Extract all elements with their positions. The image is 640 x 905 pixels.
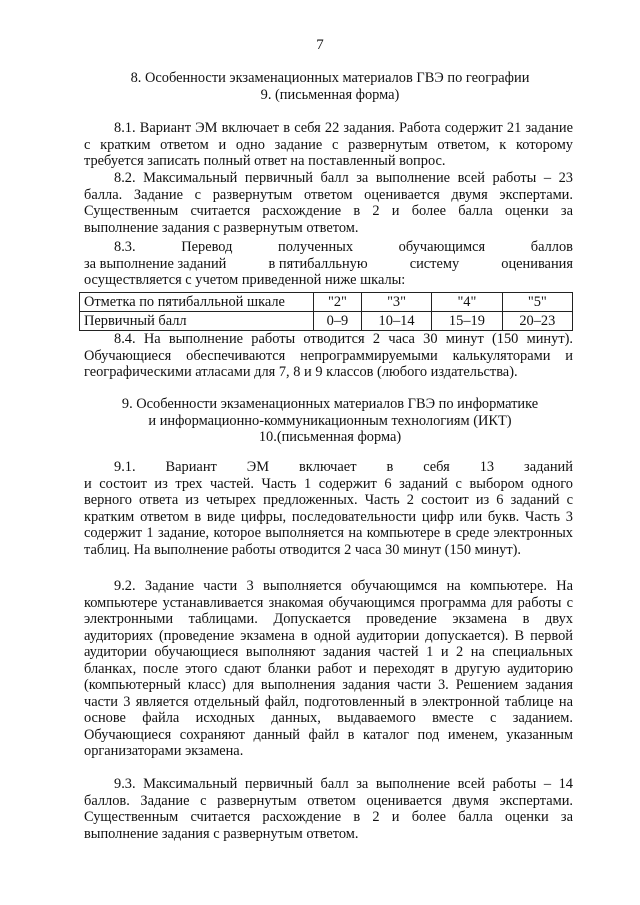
table-cell: "3" bbox=[361, 293, 431, 312]
paragraph-8-1: 8.1. Вариант ЭМ включает в себя 22 задания. Работа содержит 21 задание с кратким ответом и одно задание с развернутым ответом, к которому требуется записать полный ответ на поставленный вопрос. bbox=[84, 120, 573, 169]
section8-title bbox=[80, 70, 580, 103]
paragraph-8-2: 8.2. Максимальный первичный балл за выполнение всей работы – 23 балла. Задание с развернутым ответом оценивается двумя экспертами. Существенным считается расхождение в 2 и более балла оценки за выполнение задания с развернутым ответом. bbox=[84, 170, 573, 236]
paragraph-8-3 bbox=[84, 239, 573, 289]
section9-title bbox=[80, 396, 580, 446]
section9-title-line1: 9. Особенности экзаменационных материалов ГВЭ по информатике bbox=[121, 396, 539, 412]
paragraph-8-3-line3: осуществляется с учетом приведенной ниже шкалы: bbox=[84, 272, 406, 288]
paragraph-9-1-line1: 9.1. Вариант ЭМ включает в себя 13 заданий bbox=[114, 459, 573, 475]
table-cell: "2" bbox=[314, 293, 362, 312]
paragraph-8-4: 8.4. На выполнение работы отводится 2 часа 30 минут (150 минут). Обучающиеся обеспечиваются непрограммируемыми калькуляторами и географическими атласами для 7, 8 и 9 классов (любого издательства). bbox=[84, 331, 573, 380]
paragraph-8-3-line1: 8.3. Перевод полученных обучающимся баллов bbox=[114, 239, 573, 255]
section8-title-line2: 9. (письменная форма) bbox=[260, 86, 400, 103]
table-row bbox=[80, 312, 573, 331]
grading-scale-table bbox=[79, 292, 573, 331]
page-number: 7 bbox=[316, 37, 324, 53]
paragraph-9-1 bbox=[84, 459, 573, 558]
table-cell: 15–19 bbox=[432, 312, 502, 331]
table-cell: Отметка по пятибалльной шкале bbox=[80, 293, 314, 312]
paragraph-9-1-body: и состоит из трех частей. Часть 1 содержит 6 заданий с выбором одного верного ответа из четырех предложенных. Часть 2 состоит из 6 заданий с кратким ответом в виде цифры, последовательности цифр или букв. Часть 3 содержит 1 задание, которое выполняется на компьютере в среде электронных таблиц. На выполнение работы отводится 2 часа 30 минут (150 минут). bbox=[84, 475, 573, 558]
table-cell: 0–9 bbox=[314, 312, 362, 331]
paragraph-9-2: 9.2. Задание части 3 выполняется обучающимся на компьютере. На компьютере устанавливается знакомая обучающимся программа для работы с электронными таблицами. Допускается проведение экзамена в двух аудиториях (проведение экзамена в одной аудитории допускается). В первой аудитории обучающиеся выполняют задания частей 1 и 2 на специальных бланках, после этого сдают бланки работ и переходят в другую аудиторию (компьютерный класс) для выполнения задания части 3. Решением задания части 3 является отдельный файл, подготовленный в электронной таблице на основе файла исходных данных, выдаваемого вместе с заданием. Обучающиеся сохраняют данный файл в каталог под именем, указанным организаторами экзамена. bbox=[84, 578, 573, 759]
table-cell: 20–23 bbox=[502, 312, 572, 331]
table-cell: 10–14 bbox=[361, 312, 431, 331]
section9-title-line3: 10.(письменная форма) bbox=[258, 429, 402, 445]
paragraph-9-3: 9.3. Максимальный первичный балл за выполнение всей работы – 14 баллов. Задание с развернутым ответом оценивается двумя экспертами. Существенным считается расхождение в 2 и более балла оценки за выполнение задания с развернутым ответом. bbox=[84, 776, 573, 842]
section8-title-line1: 8. Особенности экзаменационных материалов ГВЭ по географии bbox=[130, 70, 530, 86]
paragraph-8-3-line2: за выполнение заданий в пятибалльную систему оценивания bbox=[84, 255, 573, 272]
section9-title-line2: и информационно-коммуникационным технологиям (ИКТ) bbox=[148, 412, 512, 429]
table-cell: Первичный балл bbox=[80, 312, 314, 331]
table-cell: "4" bbox=[432, 293, 502, 312]
table-cell: "5" bbox=[502, 293, 572, 312]
table-row bbox=[80, 293, 573, 312]
